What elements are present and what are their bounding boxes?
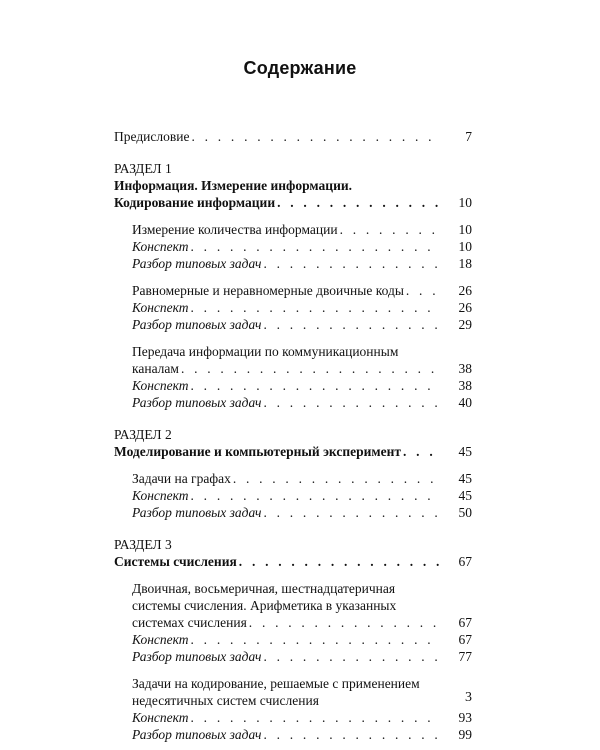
page-title: Содержание	[243, 58, 357, 78]
toc-entry-label: недесятичных систем счисления	[132, 693, 319, 708]
toc-entry-label: Разбор типовых задач	[132, 317, 262, 332]
toc-page-number: 77	[458, 649, 472, 664]
section-heading: РАЗДЕЛ 2	[114, 427, 172, 442]
toc-entry-tasks[interactable]	[114, 394, 472, 411]
dot-leader	[263, 394, 440, 411]
toc-page-number: 26	[458, 283, 472, 298]
toc-page-number: 50	[458, 505, 472, 520]
toc-page-number: 45	[458, 471, 472, 486]
table-of-contents	[114, 128, 472, 743]
toc-entry-section-1[interactable]	[114, 194, 472, 211]
dot-leader	[340, 221, 440, 238]
section-heading: РАЗДЕЛ 1	[114, 161, 172, 176]
dot-leader	[249, 614, 440, 631]
toc-entry-section-2[interactable]	[114, 443, 472, 460]
toc-page-number: 18	[458, 256, 472, 271]
toc-entry-tasks[interactable]	[114, 255, 472, 272]
toc-page-number: 67	[458, 615, 472, 630]
section-title-line: Информация. Измерение информации.	[114, 178, 352, 193]
toc-page-number: 67	[458, 632, 472, 647]
toc-entry-notes[interactable]	[114, 377, 472, 394]
dot-leader	[191, 377, 440, 394]
dot-leader	[191, 299, 440, 316]
dot-leader	[263, 316, 440, 333]
dot-leader	[191, 487, 440, 504]
toc-entry-tasks[interactable]	[114, 726, 472, 743]
dot-leader	[191, 238, 440, 255]
dot-leader	[263, 255, 440, 272]
toc-entry-subsection[interactable]	[114, 282, 472, 299]
toc-entry-label: Конспект	[132, 378, 189, 393]
dot-leader	[403, 443, 440, 460]
dot-leader	[263, 504, 440, 521]
toc-entry-label: Разбор типовых задач	[132, 727, 262, 742]
dot-leader	[263, 648, 440, 665]
dot-leader	[263, 726, 440, 743]
toc-page-number: 10	[458, 239, 472, 254]
toc-entry-label: Измерение количества информации	[132, 222, 338, 237]
toc-entry-label: Задачи на графах	[132, 471, 231, 486]
toc-entry-tasks[interactable]	[114, 648, 472, 665]
toc-entry-preface[interactable]	[114, 128, 472, 145]
toc-entry-subsection[interactable]	[114, 470, 472, 487]
toc-entry-notes[interactable]	[114, 709, 472, 726]
toc-entry-label: Конспект	[132, 488, 189, 503]
toc-page-number: 93	[458, 710, 472, 725]
toc-entry-tasks[interactable]	[114, 504, 472, 521]
toc-page-number: 7	[465, 129, 472, 144]
toc-page-number: 38	[458, 361, 472, 376]
toc-page-number: 67	[458, 554, 472, 569]
toc-entry-subsection[interactable]	[114, 360, 472, 377]
dot-leader	[191, 709, 440, 726]
toc-entry-notes[interactable]	[114, 487, 472, 504]
toc-entry-label: Двоичная, восьмеричная, шестнадцатеричная	[132, 581, 396, 596]
toc-page-number: 45	[458, 444, 472, 459]
toc-entry-notes[interactable]	[114, 299, 472, 316]
toc-page-number: 10	[458, 222, 472, 237]
toc-entry-notes[interactable]	[114, 631, 472, 648]
toc-entry-tasks[interactable]	[114, 316, 472, 333]
toc-entry-label: Равномерные и неравномерные двоичные коды	[132, 283, 404, 298]
toc-entry-label: Задачи на кодирование, решаемые с применением	[132, 676, 420, 691]
toc-entry-label: Конспект	[132, 632, 189, 647]
toc-entry-label: Разбор типовых задач	[132, 649, 262, 664]
toc-entry-label: Конспект	[132, 300, 189, 315]
toc-page-number: 45	[458, 488, 472, 503]
toc-entry-label: Конспект	[132, 239, 189, 254]
toc-entry-label: Разбор типовых задач	[132, 505, 262, 520]
toc-entry-subsection[interactable]	[114, 614, 472, 631]
dot-leader	[239, 553, 440, 570]
toc-entry-label: Разбор типовых задач	[132, 256, 262, 271]
toc-page-number: 10	[458, 195, 472, 210]
toc-entry-subsection[interactable]	[114, 221, 472, 238]
toc-entry-label: Конспект	[132, 710, 189, 725]
dot-leader	[233, 470, 440, 487]
dot-leader	[191, 128, 440, 145]
toc-entry-section-3[interactable]	[114, 553, 472, 570]
toc-page-number: 26	[458, 300, 472, 315]
toc-page-number: 38	[458, 378, 472, 393]
section-title-line: Системы счисления	[114, 554, 237, 569]
dot-leader	[406, 282, 440, 299]
dot-leader	[277, 194, 440, 211]
toc-entry-label: системах счисления	[132, 615, 247, 630]
toc-entry-label: Разбор типовых задач	[132, 395, 262, 410]
section-heading: РАЗДЕЛ 3	[114, 537, 172, 552]
dot-leader	[191, 631, 440, 648]
toc-entry-label: Передача информации по коммуникационным	[132, 344, 399, 359]
toc-page-number: 40	[458, 395, 472, 410]
toc-page-number: 99	[458, 727, 472, 742]
toc-page-number: 29	[458, 317, 472, 332]
section-title-line: Моделирование и компьютерный эксперимент	[114, 444, 402, 459]
dot-leader	[181, 360, 440, 377]
section-title-line: Кодирование информации	[114, 195, 276, 210]
toc-entry-notes[interactable]	[114, 238, 472, 255]
page-number: 3	[465, 690, 472, 705]
toc-entry-label: системы счисления. Арифметика в указанных	[132, 598, 397, 613]
toc-entry-label: каналам	[132, 361, 179, 376]
toc-entry-label: Предисловие	[114, 129, 190, 144]
